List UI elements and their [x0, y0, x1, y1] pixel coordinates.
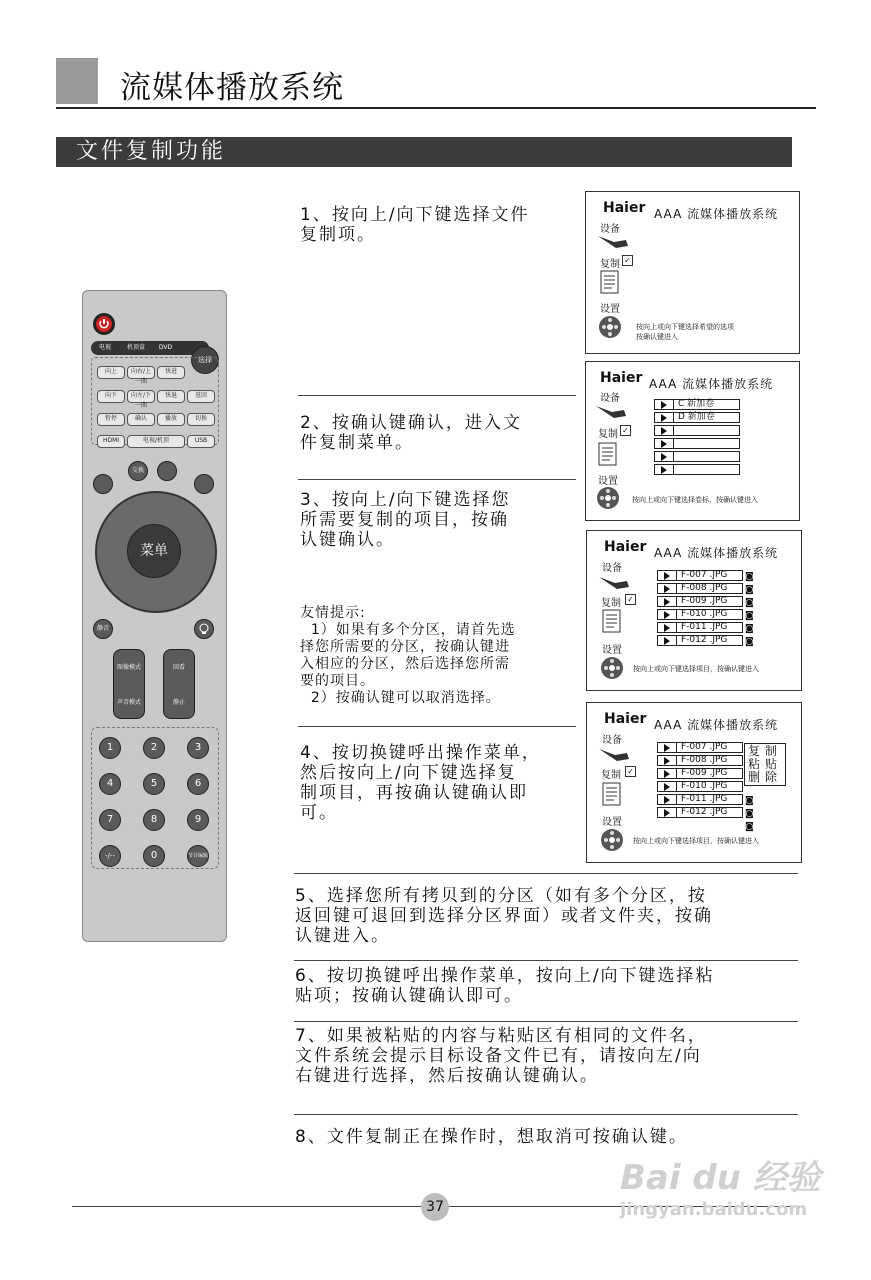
digit-button[interactable]: 7: [99, 809, 121, 831]
list-item[interactable]: F-012 .JPG: [657, 635, 743, 646]
film-reel-icon: [598, 315, 622, 339]
list-item[interactable]: F-007 .JPG: [657, 742, 743, 753]
camera-icon: ◙: [745, 585, 754, 595]
camera-icon: ◙: [745, 611, 754, 621]
checkbox-icon: ✓: [622, 255, 633, 266]
header-divider: [56, 107, 816, 109]
media-button[interactable]: 向上: [97, 366, 125, 379]
operation-menu: [744, 743, 786, 786]
camera-icons: [745, 795, 754, 834]
media-button[interactable]: 快退: [157, 390, 185, 403]
checkbox-icon: ✓: [620, 425, 631, 436]
divider: [298, 395, 576, 396]
step-5: 5、选择您所有拷贝到的分区（如有多个分区，按 返回键可退回到选择分区界面）或者文件夹，按确 认键进入。: [295, 886, 713, 946]
friendly-tip: 友情提示: 1）如果有多个分区，请首先选 择您所需要的分区，按确认键进 入相应的分区，然后选择您所需 要的项目。 2）按确认键可以取消选择。: [300, 605, 516, 706]
screen-title: AAA 流媒体播放系统: [654, 546, 779, 560]
list-item[interactable]: F-007 .JPG: [657, 570, 743, 581]
menu-item-paste[interactable]: 粘贴: [748, 757, 783, 771]
divider: [294, 873, 798, 874]
film-reel-icon: [596, 486, 620, 510]
step-7: 7、如果被粘贴的内容与粘贴区有相同的文件名， 文件系统会提示目标设备文件已有，请按向左/向 右键进行选择，然后按确认键确认。: [295, 1026, 707, 1086]
device-label: 设备: [602, 735, 622, 746]
step-2: 2、按确认键确认，进入文 件复制菜单。: [300, 413, 522, 453]
round-button[interactable]: [93, 474, 113, 494]
list-item[interactable]: [654, 451, 740, 462]
menu-button[interactable]: 菜单: [127, 524, 181, 578]
media-button[interactable]: 向左/下一曲: [127, 390, 155, 403]
camera-icon: ◙: [745, 624, 754, 634]
mode-dvd[interactable]: DVD: [158, 344, 173, 351]
light-button[interactable]: [194, 619, 214, 639]
copy-label: 复制: [601, 598, 621, 609]
screen-3: [586, 530, 802, 691]
digit-button[interactable]: 8: [143, 809, 165, 831]
haier-logo: Haier: [604, 711, 647, 727]
menu-item-copy[interactable]: 复制: [748, 744, 783, 758]
camera-icon: ◙: [745, 809, 754, 819]
hint: 按向上或向下键选择项目，按确认键进入: [633, 665, 759, 673]
mode-strip: [91, 341, 209, 355]
list-item[interactable]: [654, 425, 740, 436]
film-reel-icon: [600, 656, 624, 680]
media-button[interactable]: 暂停: [97, 413, 125, 426]
page-title: 流媒体播放系统: [120, 70, 344, 106]
menu-item-delete[interactable]: 删除: [748, 770, 783, 784]
camera-icon: ◙: [745, 572, 754, 582]
copy-label: 复制: [598, 429, 618, 440]
media-button[interactable]: 切换: [187, 413, 215, 426]
file-list: [657, 570, 743, 646]
hint: 按向上或向下键选择希望的选项 按确认键进入: [636, 323, 734, 341]
round-button[interactable]: [194, 474, 214, 494]
file-list: [657, 742, 743, 818]
list-item[interactable]: F-009 .JPG: [657, 596, 743, 607]
picture-mode-label: 图像模式: [116, 664, 141, 671]
usb-icon: [596, 232, 630, 250]
camera-icons: [745, 571, 754, 649]
divider: [294, 1021, 798, 1022]
haier-logo: Haier: [600, 370, 643, 386]
list-item[interactable]: F-012 .JPG: [657, 807, 743, 818]
select-button[interactable]: 选择: [191, 346, 219, 374]
swap-button[interactable]: 交换: [128, 461, 148, 481]
baidu-watermark: Bai du 经验 jingyan.baidu.com: [620, 1158, 821, 1220]
digit-button[interactable]: 3: [187, 737, 209, 759]
film-reel-icon: [600, 828, 624, 852]
section-title: 文件复制功能: [56, 137, 792, 167]
checkbox-icon: ✓: [625, 594, 636, 605]
camera-icon: ◙: [745, 598, 754, 608]
hdmi-button[interactable]: HDMI: [97, 435, 125, 448]
list-item[interactable]: C 新加卷: [654, 399, 740, 410]
screen-2: [585, 361, 800, 521]
media-button[interactable]: 向下: [97, 390, 125, 403]
mode-tv[interactable]: 电视: [99, 344, 112, 351]
digit-button[interactable]: 0: [143, 845, 165, 867]
divider: [294, 960, 798, 961]
list-item[interactable]: F-011 .JPG: [657, 622, 743, 633]
header-square: [56, 58, 98, 104]
document-icon: [598, 442, 618, 466]
list-item[interactable]: F-008 .JPG: [657, 583, 743, 594]
divider: [298, 726, 576, 727]
document-icon: [600, 270, 620, 294]
media-button[interactable]: 确认: [127, 413, 155, 426]
checkbox-icon: ✓: [625, 766, 636, 777]
settings-label: 设置: [600, 304, 620, 315]
list-item[interactable]: F-010 .JPG: [657, 609, 743, 620]
bulb-icon: [195, 620, 213, 638]
settings-label: 设置: [602, 817, 622, 828]
picture-sound-rocker[interactable]: [113, 649, 145, 719]
list-item[interactable]: F-010 .JPG: [657, 781, 743, 792]
document-icon: [602, 782, 622, 806]
usb-icon: [597, 745, 631, 763]
power-icon: [94, 314, 114, 334]
copy-label: 复制: [600, 259, 620, 270]
haier-logo: Haier: [603, 200, 646, 216]
digit-button[interactable]: 6: [187, 773, 209, 795]
step-1: 1、按向上/向下键选择文件 复制项。: [300, 205, 530, 245]
pause-label: 静止: [172, 699, 185, 706]
step-3: 3、按向上/向下键选择您 所需要复制的项目，按确 认键确认。: [300, 490, 511, 550]
digit-mode-button[interactable]: -/--: [99, 845, 121, 867]
document-icon: [602, 609, 622, 633]
usb-icon: [594, 402, 628, 420]
digit-button[interactable]: 2: [143, 737, 165, 759]
usb-icon: [597, 573, 631, 591]
step-8: 8、文件复制正在操作时，想取消可按确认键。: [295, 1127, 688, 1147]
mode-stb[interactable]: 机顶盒: [126, 344, 145, 351]
list-item[interactable]: [654, 464, 740, 475]
mute-button[interactable]: 静音: [93, 619, 113, 639]
media-button[interactable]: 返回: [187, 390, 215, 403]
settings-label: 设置: [598, 476, 618, 487]
camera-icon: ◙: [745, 796, 754, 806]
step-4: 4、按切换键呼出操作菜单， 然后按向上/向下键选择复 制项目，再按确认键确认即 可。: [300, 743, 541, 823]
list-item[interactable]: F-008 .JPG: [657, 755, 743, 766]
haier-logo: Haier: [604, 539, 647, 555]
camera-icon: ◙: [745, 637, 754, 647]
divider: [294, 1114, 798, 1115]
list-item[interactable]: D 新加卷: [654, 412, 740, 423]
sound-mode-label: 声音模式: [116, 699, 141, 706]
hint: 按向上或向下键选择卷标，按确认键进入: [632, 496, 758, 504]
volume-list: [654, 399, 740, 475]
digit-button[interactable]: 5: [143, 773, 165, 795]
screen-4: [586, 702, 802, 863]
program-edit-button[interactable]: 节目编辑: [187, 845, 209, 867]
media-button[interactable]: 快进: [157, 366, 185, 379]
settings-label: 设置: [602, 645, 622, 656]
digit-button[interactable]: 1: [99, 737, 121, 759]
camera-icon: ◙: [745, 822, 754, 832]
media-button[interactable]: 播放: [157, 413, 185, 426]
remote-control: [82, 290, 227, 942]
device-label: 设备: [600, 224, 620, 235]
replay-pause-rocker[interactable]: [163, 649, 195, 719]
media-button[interactable]: 向右/上一曲: [127, 366, 155, 379]
screen-title: AAA 流媒体播放系统: [654, 718, 779, 732]
list-item[interactable]: F-011 .JPG: [657, 794, 743, 805]
divider: [298, 479, 576, 480]
page-number: 37: [421, 1193, 449, 1221]
round-button[interactable]: [157, 461, 177, 481]
copy-label: 复制: [601, 770, 621, 781]
list-item[interactable]: [654, 438, 740, 449]
digit-button[interactable]: 9: [187, 809, 209, 831]
screen-title: AAA 流媒体播放系统: [649, 377, 774, 391]
screen-1: [585, 191, 800, 354]
digit-button[interactable]: 4: [99, 773, 121, 795]
screen-title: AAA 流媒体播放系统: [654, 207, 779, 221]
step-6: 6、按切换键呼出操作菜单，按向上/向下键选择粘 贴项；按确认键确认即可。: [295, 966, 715, 1006]
usb-button[interactable]: USB: [187, 435, 215, 448]
device-label: 设备: [602, 563, 622, 574]
device-label: 设备: [600, 393, 620, 404]
list-item[interactable]: F-009 .JPG: [657, 768, 743, 779]
hint: 按向上或向下键选择项目，按确认键进入: [633, 837, 759, 845]
tv-stb-button[interactable]: 电视/机顶: [127, 435, 185, 448]
replay-label: 回看: [172, 664, 185, 671]
power-button[interactable]: [93, 313, 115, 335]
